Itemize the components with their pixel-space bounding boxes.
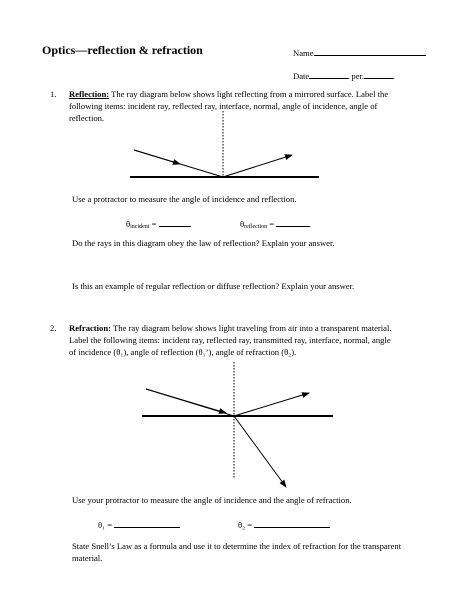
q2-line-1: Refraction: The ray diagram below shows light traveling from air into a transparent material. bbox=[69, 323, 392, 333]
incident-ray-arrow-2 bbox=[146, 389, 226, 413]
q2-line-3: of incidence (θ₁), angle of reflection (θ₁’), angle of refraction (θ₂). bbox=[69, 347, 297, 357]
q1-heading: Reflection: bbox=[69, 89, 110, 99]
q2-number: 2. bbox=[50, 323, 57, 333]
transmitted-ray bbox=[234, 416, 286, 487]
name-label: Name bbox=[293, 48, 314, 58]
q2-protractor-text: Use your protractor to measure the angle of incidence and the angle of refraction. bbox=[72, 495, 352, 505]
q1-protractor-text: Use a protractor to measure the angle of incidence and reflection. bbox=[72, 194, 297, 204]
q2-line-2: Label the following items: incident ray, reflected ray, transmitted ray, interface, normal, angle bbox=[69, 335, 391, 345]
reflected-ray-2 bbox=[234, 393, 309, 416]
q1-line-1: Reflection: The ray diagram below shows light reflecting from a mirrored surface. Label the bbox=[69, 89, 389, 99]
theta-incident-field[interactable]: θincident = bbox=[126, 217, 191, 234]
theta2-field[interactable]: θ₂ = bbox=[238, 518, 330, 532]
q2-heading: Refraction: bbox=[69, 323, 111, 333]
date-label: Date bbox=[293, 71, 310, 81]
theta-reflection-field[interactable]: θreflection = bbox=[240, 217, 310, 234]
reflected-ray-1 bbox=[223, 155, 292, 177]
period-label: per. bbox=[351, 71, 365, 81]
q1-line-3: reflection. bbox=[69, 113, 105, 123]
q2-snell-line-1: State Snell’s Law as a formula and use it to determine the index of refraction for the transparent bbox=[72, 541, 402, 551]
page-title: Optics—reflection & refraction bbox=[42, 43, 203, 57]
reflection-diagram bbox=[130, 111, 319, 177]
q2-snell-line-2: material. bbox=[72, 553, 103, 563]
q1-regular-question: Is this an example of regular reflection or diffuse reflection? Explain your answer. bbox=[72, 281, 355, 291]
incident-ray-arrow-1 bbox=[134, 150, 180, 164]
q1-line-2: following items: incident ray, reflected ray, interface, normal, angle of incidence, angle of bbox=[69, 101, 378, 111]
q1-law-question: Do the rays in this diagram obey the law of reflection? Explain your answer. bbox=[72, 238, 335, 248]
refraction-diagram bbox=[142, 362, 333, 487]
theta1-field[interactable]: θ₁ = bbox=[98, 518, 180, 532]
q1-number: 1. bbox=[50, 89, 57, 99]
